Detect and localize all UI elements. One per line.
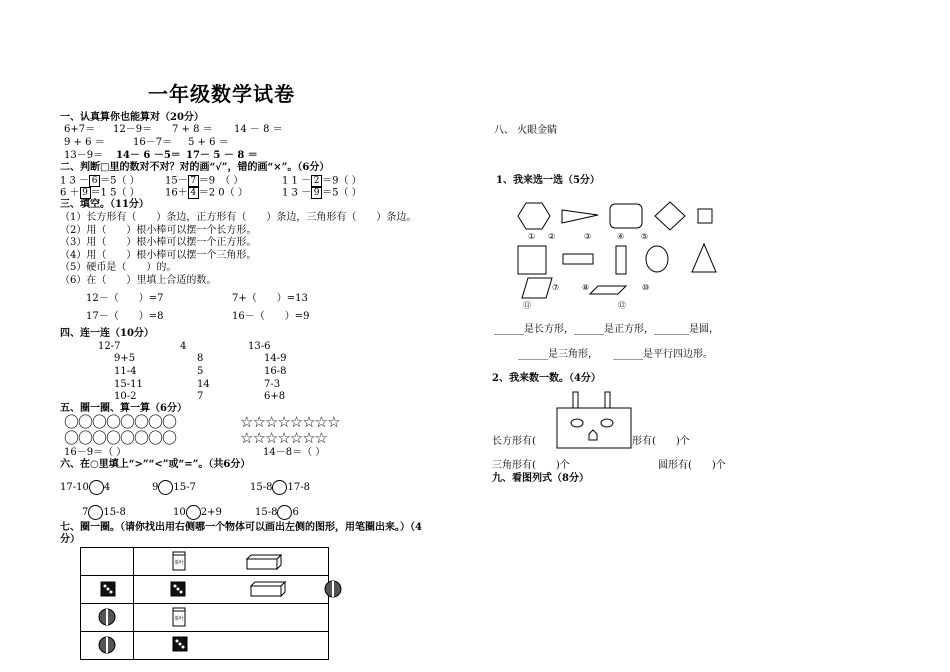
robot-figure xyxy=(555,390,635,452)
s8-count-1a: 长方形有( xyxy=(492,436,536,447)
section-8-heading: 八、 火眼金睛 xyxy=(494,125,558,136)
shape-num-4: ④ xyxy=(617,232,625,241)
s1-r2c2: 16－7＝ xyxy=(133,137,173,148)
section-9-heading: 九、看图列式（8分） xyxy=(492,473,589,484)
s6-item-5: 10 2+9 xyxy=(173,507,222,518)
shape-num-11: ⑪ xyxy=(523,301,531,310)
s6-item-3: 15-8 17-8 xyxy=(250,482,310,493)
section-7-heading-cont: 分） xyxy=(60,534,80,545)
s3-line-2: （2）用（ ）根小棒可以摆一个长方形。 xyxy=(60,225,257,236)
s4-mid-3: 5 xyxy=(197,366,204,377)
page-title: 一年级数学试卷 xyxy=(148,82,295,106)
s1-r1c3: 7 + 8 ＝ xyxy=(172,124,213,135)
hexagon-shape xyxy=(518,203,550,229)
dice-icon[interactable] xyxy=(170,581,186,601)
tea-can-icon[interactable] xyxy=(172,607,186,631)
square-shape xyxy=(698,209,712,223)
section-5-heading: 五、圈一圈、算一算（6分） xyxy=(60,403,187,414)
section-2-heading: 二、判断□里的数对不对？对的画“√”，错的画“×”。（6分） xyxy=(60,162,330,173)
s3-blank-1: 12－（ ）=7 xyxy=(86,293,164,304)
rectangle-shape xyxy=(518,246,546,274)
s4-mid-1: 4 xyxy=(180,341,187,352)
section-7-heading: 七、圈一圈。（请你找出用右侧哪一个物体可以画出左侧的图形，用笔圈出来。）（4 xyxy=(60,522,422,533)
shape-match-table xyxy=(80,547,329,660)
s2-item-5: 16＋ 4 ＝2 0（ ） xyxy=(165,187,248,199)
circles-row-1: 〇〇〇〇〇〇〇〇 xyxy=(64,413,177,431)
rounded-rect-shape xyxy=(610,204,642,228)
shapes-figure xyxy=(510,200,730,310)
s6-item-4: 7 15-8 xyxy=(82,507,126,518)
s3-blank-3: 17－（ ）=8 xyxy=(86,311,164,322)
s4-mid-4: 14 xyxy=(197,379,210,390)
section-3-heading: 三、填空。（11分） xyxy=(60,199,149,210)
rectangle-shape xyxy=(563,254,593,264)
s6-item-6: 15-8 6 xyxy=(255,507,299,518)
triangle-shape xyxy=(562,210,598,223)
s2-item-2: 15－ 7 ＝9 （ ） xyxy=(165,175,244,187)
shape-num-12: ⑫ xyxy=(618,301,626,310)
box-icon[interactable] xyxy=(246,554,282,574)
s4-right-1: 13-6 xyxy=(248,341,271,352)
box-icon[interactable] xyxy=(250,581,286,601)
s4-mid-2: 8 xyxy=(197,353,204,364)
s4-right-5: 6+8 xyxy=(264,391,286,402)
dice-icon[interactable] xyxy=(100,581,116,601)
s8-count-2b: 圆形有( )个 xyxy=(658,460,726,471)
shape-num-8: ⑧ xyxy=(582,283,590,292)
s1-r3c1: 13－9＝ xyxy=(64,150,104,161)
compare-circle[interactable] xyxy=(88,505,103,520)
s8-count-1b: 形有( )个 xyxy=(632,436,690,447)
section-6-heading: 六、在○里填上“>”“<”或“=”。（共6分） xyxy=(60,459,251,470)
svg-text:茶叶: 茶叶 xyxy=(173,560,185,566)
s4-left-5: 10-2 xyxy=(114,391,137,402)
shape-num-2: ② xyxy=(548,232,556,241)
ball-icon[interactable] xyxy=(98,608,116,630)
s8-fill-line-2: ______是三角形， ______是平行四边形。 xyxy=(518,349,713,360)
s4-mid-5: 7 xyxy=(197,391,204,402)
s4-right-3: 16-8 xyxy=(264,366,287,377)
s3-blank-2: 7+（ ）=13 xyxy=(232,293,308,304)
s2-item-3: 1 1 － 2 ＝9（ ） xyxy=(282,175,362,187)
s4-left-1: 12-7 xyxy=(98,341,121,352)
s1-r2c1: 9 + 6 ＝ xyxy=(64,137,105,148)
circles-row-2: 〇〇〇〇〇〇〇〇 xyxy=(64,429,177,447)
s1-r2c3: 5 + 6 ＝ xyxy=(188,137,229,148)
s5-eq-1: 16－9＝（ ） xyxy=(64,447,127,458)
triangle-shape xyxy=(692,244,716,272)
s2-item-4: 6 ＋ 9 ＝1 5（ ） xyxy=(60,187,140,199)
s3-blank-4: 16－（ ）=9 xyxy=(232,311,310,322)
s1-r1c2: 12－9＝ xyxy=(113,124,153,135)
s3-line-3: （3）用（ ）根小棒可以摆一个正方形。 xyxy=(60,237,257,248)
s1-r1c4: 14 － 8 ＝ xyxy=(234,124,283,135)
s4-left-4: 15-11 xyxy=(114,379,143,390)
s8-count-2a: 三角形有( )个 xyxy=(492,460,570,471)
s2-item-6: 1 3 － 9 ＝5（ ） xyxy=(282,187,362,199)
stars-row-2: ☆☆☆☆☆☆☆ xyxy=(240,429,328,447)
compare-circle[interactable] xyxy=(186,505,201,520)
s8-sub-1: 1、我来选一选（5分） xyxy=(496,175,600,186)
s1-r3c2: 14－ 6 －5＝ xyxy=(116,150,181,161)
shape-num-3: ③ xyxy=(584,232,592,241)
s4-right-4: 7-3 xyxy=(264,379,281,390)
svg-text:茶叶: 茶叶 xyxy=(173,616,185,622)
s4-right-2: 14-9 xyxy=(264,353,287,364)
compare-circle[interactable] xyxy=(158,480,173,495)
dice-icon[interactable] xyxy=(172,636,188,656)
ball-icon[interactable] xyxy=(324,580,342,602)
compare-circle[interactable] xyxy=(277,505,292,520)
section-4-heading: 四、连一连（10分） xyxy=(60,328,154,339)
section-1-heading: 一、认真算你也能算对（20分） xyxy=(60,112,204,123)
compare-circle[interactable] xyxy=(89,480,104,495)
s4-left-3: 11-4 xyxy=(114,366,137,377)
tea-can-icon[interactable] xyxy=(172,551,186,575)
s3-line-6: （6）在（ ）里填上合适的数。 xyxy=(60,275,217,286)
stars-row-1: ☆☆☆☆☆☆☆☆ xyxy=(240,413,340,431)
shape-num-10: ⑩ xyxy=(642,283,650,292)
s2-item-1: 1 3 － 6 ＝5（ ） xyxy=(60,175,140,187)
s6-item-1: 17-10 4 xyxy=(60,482,111,493)
parallelogram-shape xyxy=(590,286,626,294)
shape-num-1: ① xyxy=(528,232,536,241)
s6-item-2: 9 15-7 xyxy=(152,482,196,493)
s3-line-1: （1）长方形有（ ）条边，正方形有（ ）条边，三角形有（ ）条边。 xyxy=(60,212,417,223)
rectangle-shape xyxy=(616,246,626,274)
s1-r1c1: 6+7＝ xyxy=(64,124,96,135)
s1-r3c3: 17－ 5 － 8 ＝ xyxy=(186,150,258,161)
s3-line-4: （4）用（ ）根小棒可以摆一个三角形。 xyxy=(60,250,257,261)
s5-eq-2: 14－8＝（ ） xyxy=(263,447,326,458)
shape-num-5: ⑤ xyxy=(641,232,649,241)
compare-circle[interactable] xyxy=(272,480,287,495)
ball-icon[interactable] xyxy=(98,636,116,658)
circle-shape xyxy=(646,246,668,272)
diamond-shape xyxy=(655,202,685,230)
s8-sub-2: 2、我来数一数。（4分） xyxy=(492,373,601,384)
parallelogram-shape xyxy=(522,278,552,298)
s4-left-2: 9+5 xyxy=(114,353,136,364)
s8-fill-line-1: ______是长方形，______是正方形，_______是圆， xyxy=(494,324,719,335)
shape-num-7: ⑦ xyxy=(552,283,560,292)
s3-line-5: （5）硬币是（ ）的。 xyxy=(60,262,177,273)
